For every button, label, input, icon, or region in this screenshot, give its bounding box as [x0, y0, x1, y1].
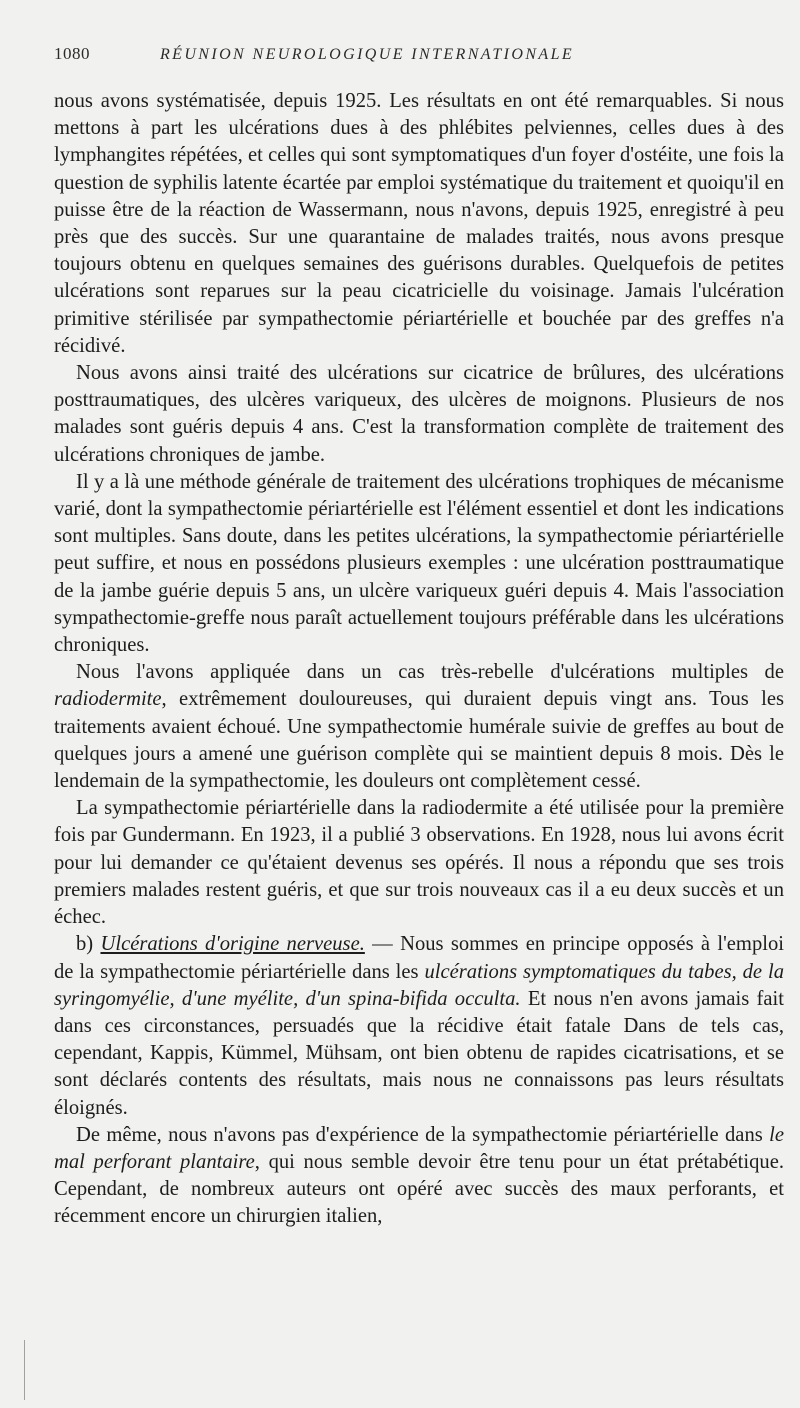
paragraph-text: nous avons systématisée, depuis 1925. Les résultats en ont été remarquables. Si nous mettons à part les ulcérations dues à des phlébites pelviennes, celles dues à des lymphangites répétées, et celles qui sont symptomatiques d'un foyer d'ostéite, une fois la question de syphilis latente écartée par emploi systématique du traitement et quoiqu'il en puisse être de la réaction de Wassermann, nous n'avons, depuis 1925, enregistré à peu près que des succès. Sur une quarantaine de malades traités, nous avons presque toujours obtenu en quelques semaines des guérisons durables. Quelquefois de petites ulcérations sont reparues sur la peau cicatricielle du voisinage. Jamais l'ulcération primitive stérilisée par sympathectomie périartérielle et bouchée par des greffes n'a récidivé.	[54, 90, 785, 357]
page-header	[54, 44, 784, 80]
paragraph-text: Nous avons ainsi traité des ulcérations sur cicatrice de brûlures, des ulcérations posttraumatiques, des ulcères variqueux, des ulcères de moignons. Plusieurs de nos malades sont guéris depuis 4 ans. C'est la transformation complète de traitement des ulcérations chroniques de jambe.	[54, 362, 784, 466]
margin-mark	[24, 1340, 25, 1400]
paragraph-text: La sympathectomie périartérielle dans la radiodermite a été utilisée pour la première fois par Gundermann. En 1923, il a publié 3 observations. En 1928, nous lui avons écrit pour lui demander ce qu'étaient devenus ses opérés. Il nous a répondu que ses trois premiers malades restent guéris, et que sur trois nouveaux cas il a eu deux succès et un échec.	[54, 797, 784, 929]
paragraph-6	[54, 931, 784, 1121]
page-number: 1080	[54, 44, 90, 63]
section-heading: Ulcérations d'origine nerveuse.	[100, 933, 365, 956]
paragraph-1	[54, 88, 784, 360]
section-marker: b)	[76, 933, 101, 956]
paragraph-text: Il y a là une méthode générale de traitement des ulcérations trophiques de mécanisme varié, dont la sympathectomie périartérielle est l'élément essentiel et dont les indications sont multiples. Sans doute, dans les petites ulcérations, la sympathectomie périartérielle peut suffire, et nous en possédons plusieurs exemples : une ulcération posttraumatique de la jambe guérie depuis 5 ans, un ulcère variqueux guéri depuis 4. Mais l'association sympathectomie-greffe nous paraît actuellement toujours préférable dans les ulcérations chroniques.	[54, 470, 784, 657]
body-text	[54, 88, 784, 1231]
paragraph-text: De même, nous n'avons pas d'expérience de la sympathectomie périartérielle dans	[76, 1123, 770, 1146]
paragraph-text: , qui nous semble devoir être tenu pour un état prétabétique. Cependant, de nombreux auteurs ont opéré avec succès des maux perforants, et récemment encore un chirurgien italien,	[54, 1150, 784, 1228]
italic-term: ulcérations symptomatiques du tabes, de la syringomyélie, d'une myélite, d'un spina-bifida occulta.	[54, 960, 784, 1010]
paragraph-text: Et nous n'en avons jamais fait dans ces circonstances, persuadés que la récidive était fatale Dans de tels cas, cependant, Kappis, Kümmel, Mühsam, ont bien obtenu de rapides cicatrisations, et se sont déclarés contents des résultats, mais nous ne connaissons pas leurs résultats éloignés.	[54, 987, 784, 1119]
paragraph-text: , extrêmement douloureuses, qui duraient depuis vingt ans. Tous les traitements avaient échoué. Une sympathectomie humérale suivie de greffes au bout de quelques jours a amené une guérison complète qui se maintient depuis 8 mois. Dès le lendemain de la sympathectomie, les douleurs ont complètement cessé.	[54, 688, 784, 793]
running-head: RÉUNION NEUROLOGIQUE INTERNATIONALE	[160, 46, 575, 63]
paragraph-text: — Nous sommes en principe opposés à l'emploi de la sympathectomie périartérielle dans les	[54, 933, 784, 983]
paragraph-2	[54, 360, 784, 469]
document-page	[54, 44, 784, 1231]
paragraph-3	[54, 469, 784, 659]
paragraph-5	[54, 795, 784, 931]
italic-term: le mal perforant plantaire	[54, 1123, 784, 1173]
paragraph-7	[54, 1122, 784, 1231]
paragraph-4	[54, 659, 784, 795]
italic-term: radiodermite	[54, 688, 162, 711]
paragraph-text: Nous l'avons appliquée dans un cas très-rebelle d'ulcérations multiples de	[76, 661, 784, 684]
